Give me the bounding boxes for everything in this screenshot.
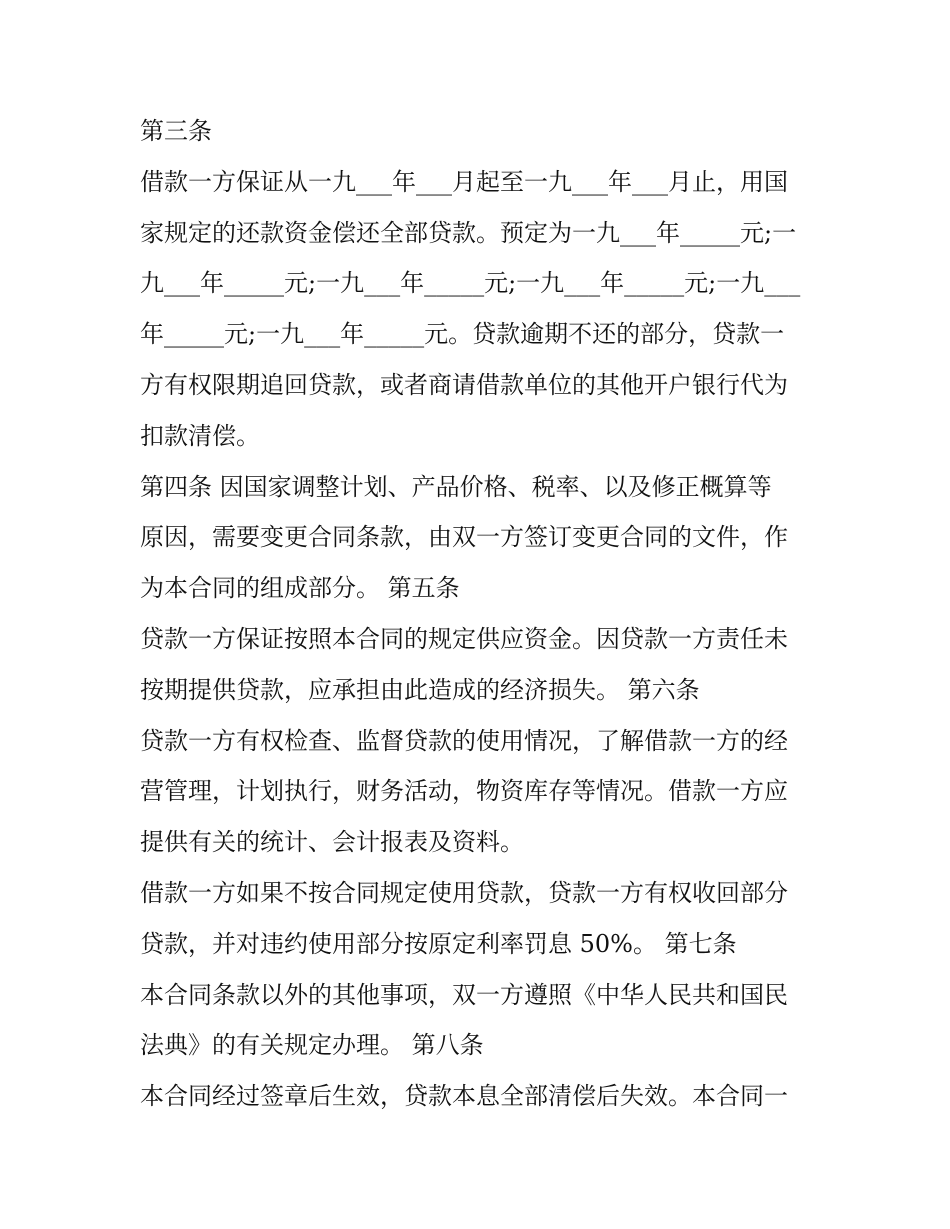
text-line: 本合同经过签章后生效，贷款本息全部清偿后失效。本合同一	[140, 1082, 788, 1111]
text-line: 为本合同的组成部分。 第五条	[140, 574, 460, 603]
text-line: 法典》的有关规定办理。 第八条	[140, 1031, 484, 1060]
text-line: 贷款一方保证按照本合同的规定供应资金。因贷款一方责任未	[140, 624, 788, 653]
text-line: 提供有关的统计、会计报表及资料。	[140, 828, 524, 857]
text-line: 原因，需要变更合同条款，由双一方签订变更合同的文件，作	[140, 523, 788, 552]
text-line: 本合同条款以外的其他事项，双一方遵照《中华人民共和国民	[140, 980, 788, 1009]
article-4-line: 第四条 因国家调整计划、产品价格、税率、以及修正概算等	[140, 472, 772, 501]
article-3-heading: 第三条	[140, 117, 212, 145]
text-line: 九___年_____元;一九___年_____元;一九___年_____元;一九___	[140, 269, 801, 298]
text-line: 贷款一方有权检查、监督贷款的使用情况，了解借款一方的经	[140, 726, 788, 755]
text-line: 年_____元;一九___年_____元。贷款逾期不还的部分，贷款一	[140, 320, 785, 349]
text-line: 按期提供贷款，应承担由此造成的经济损失。 第六条	[140, 675, 700, 704]
text-line: 方有权限期追回贷款，或者商请借款单位的其他开户银行代为	[140, 370, 788, 399]
text-line: 借款一方如果不按合同规定使用贷款，贷款一方有权收回部分	[140, 878, 788, 907]
text-line: 家规定的还款资金偿还全部贷款。预定为一九___年_____元;一	[140, 218, 797, 247]
document-body	[140, 106, 820, 1122]
text-line: 贷款，并对违约使用部分按原定利率罚息 50%。 第七条	[140, 929, 737, 958]
text-line: 借款一方保证从一九___年___月起至一九___年___月止，用国	[140, 167, 788, 196]
text-line: 营管理，计划执行，财务活动，物资库存等情况。借款一方应	[140, 777, 788, 806]
text-line: 扣款清偿。	[140, 421, 260, 450]
